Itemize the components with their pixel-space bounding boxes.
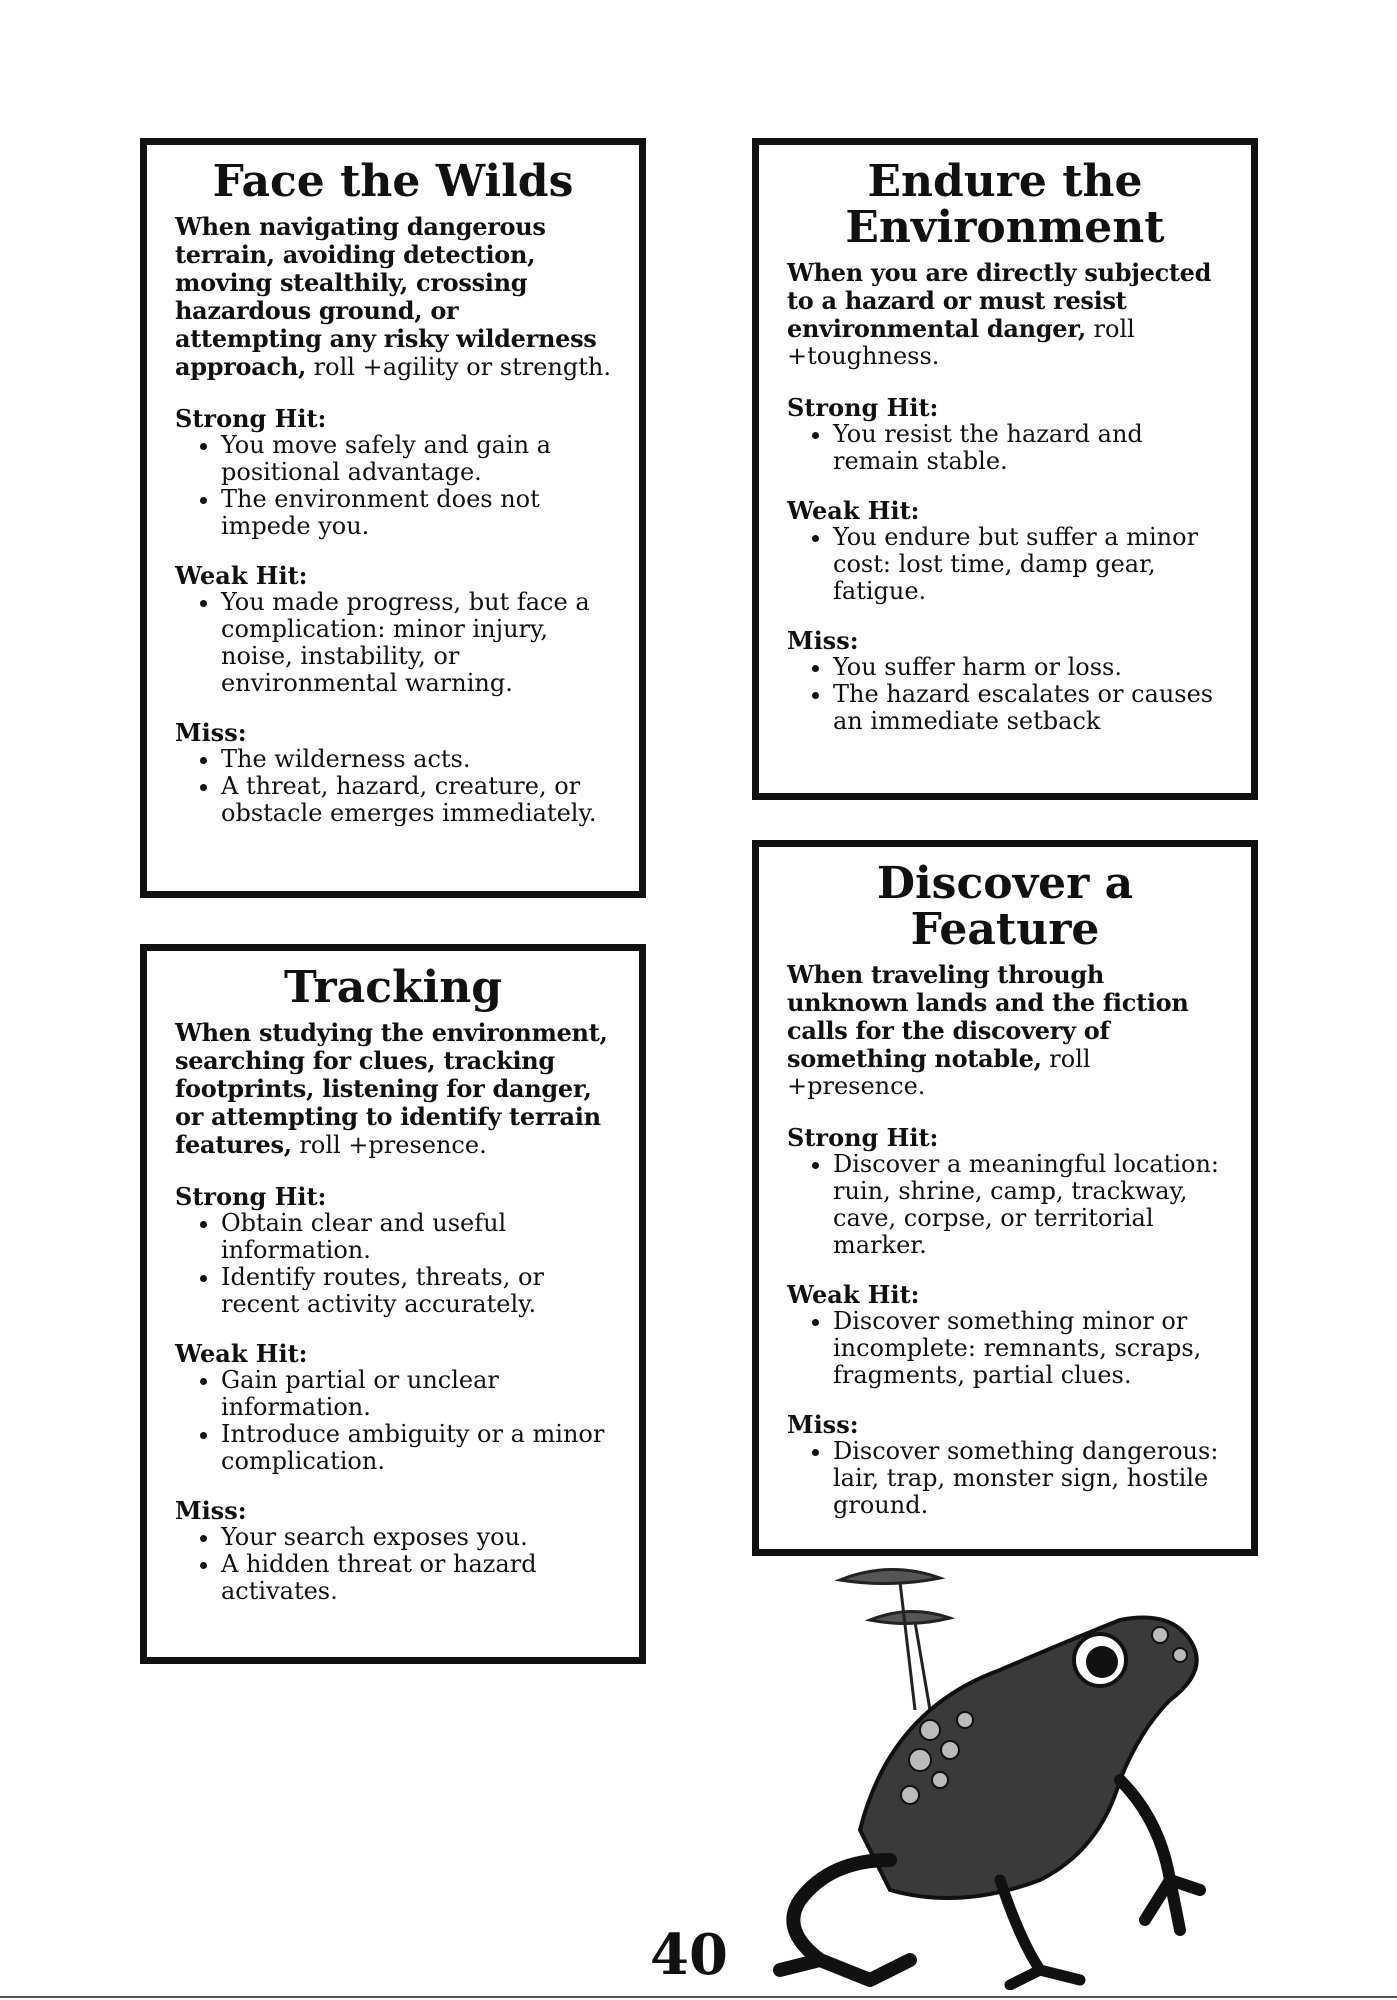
weak-hit-label: Weak Hit: <box>787 496 920 525</box>
card-title: Discover a Feature <box>876 858 1134 955</box>
weak-hit-label: Weak Hit: <box>175 561 308 590</box>
miss-list <box>175 746 611 827</box>
strong-hit-label: Strong Hit: <box>787 1123 939 1152</box>
strong-hit-label: Strong Hit: <box>787 393 939 422</box>
strong-hit-list <box>787 421 1223 475</box>
strong-hit-list <box>787 1151 1223 1259</box>
miss-list <box>787 1438 1223 1519</box>
list-item: • The wilderness acts. <box>221 746 611 773</box>
weak-hit-list <box>787 524 1223 605</box>
card-face-the-wilds <box>140 138 646 898</box>
page-number: 40 <box>650 1922 728 1988</box>
weak-hit-label: Weak Hit: <box>175 1339 308 1368</box>
miss-label: Miss: <box>175 718 247 747</box>
list-item: • You move safely and gain a positional advantage. <box>221 432 611 486</box>
list-item: • Discover something dangerous: lair, trap, monster sign, hostile ground. <box>833 1438 1223 1519</box>
card-trigger: When you are directly subjected to a hazard or must resist environmental danger, roll +toughness. <box>787 258 1212 370</box>
miss-label: Miss: <box>787 1410 859 1439</box>
weak-hit-label: Weak Hit: <box>787 1280 920 1309</box>
card-trigger: When traveling through unknown lands and the fiction calls for the discovery of something notable, roll +presence. <box>787 960 1189 1100</box>
list-item: • Gain partial or unclear information. <box>221 1367 611 1421</box>
list-item: • Introduce ambiguity or a minor complication. <box>221 1421 611 1475</box>
frog-illustration <box>740 1560 1260 1990</box>
card-title: Face the Wilds <box>212 156 574 207</box>
strong-hit-list <box>175 1210 611 1318</box>
card-endure-the-environment <box>752 138 1258 800</box>
weak-hit-list <box>787 1308 1223 1389</box>
card-trigger: When navigating dangerous terrain, avoiding detection, moving stealthily, crossing hazardous ground, or attempting any risky wilderness approach, roll +agility or strength. <box>175 212 611 381</box>
list-item: • Obtain clear and useful information. <box>221 1210 611 1264</box>
list-item: • The environment does not impede you. <box>221 486 611 540</box>
list-item: • Identify routes, threats, or recent activity accurately. <box>221 1264 611 1318</box>
list-item: • You resist the hazard and remain stable. <box>833 421 1223 475</box>
list-item: • You made progress, but face a complication: minor injury, noise, instability, or environmental warning. <box>221 589 611 697</box>
card-trigger: When studying the environment, searching for clues, tracking footprints, listening for danger, or attempting to identify terrain features, roll +presence. <box>175 1018 608 1159</box>
card-discover-a-feature <box>752 840 1258 1556</box>
weak-hit-list <box>175 589 611 697</box>
miss-label: Miss: <box>175 1496 247 1525</box>
miss-label: Miss: <box>787 626 859 655</box>
card-tracking <box>140 944 646 1664</box>
list-item: • A threat, hazard, creature, or obstacle emerges immediately. <box>221 773 611 827</box>
card-title: Tracking <box>284 962 502 1013</box>
weak-hit-list <box>175 1367 611 1475</box>
list-item: • The hazard escalates or causes an immediate setback <box>833 681 1223 735</box>
card-title: Endure the Environment <box>845 156 1165 253</box>
list-item: • Your search exposes you. <box>221 1524 611 1551</box>
strong-hit-label: Strong Hit: <box>175 1182 327 1211</box>
strong-hit-label: Strong Hit: <box>175 404 327 433</box>
list-item: • Discover something minor or incomplete: remnants, scraps, fragments, partial clues. <box>833 1308 1223 1389</box>
list-item: • You endure but suffer a minor cost: lost time, damp gear, fatigue. <box>833 524 1223 605</box>
miss-list <box>175 1524 611 1605</box>
miss-list <box>787 654 1223 735</box>
bottom-rule <box>0 1996 1397 1998</box>
strong-hit-list <box>175 432 611 540</box>
list-item: • A hidden threat or hazard activates. <box>221 1551 611 1605</box>
list-item: • Discover a meaningful location: ruin, shrine, camp, trackway, cave, corpse, or territorial marker. <box>833 1151 1223 1259</box>
list-item: • You suffer harm or loss. <box>833 654 1223 681</box>
